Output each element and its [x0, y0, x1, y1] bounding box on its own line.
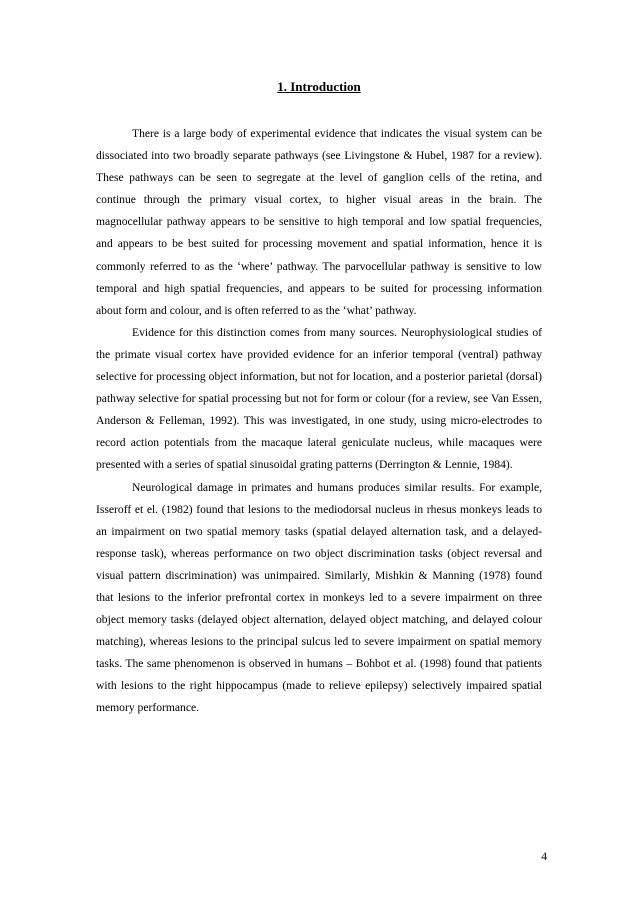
page-number: 4 [541, 850, 547, 863]
paragraph-evidence: Evidence for this distinction comes from many sources. Neurophysiological studies of the primate visual cortex have provided evidence for an inferior temporal (ventral) pathway selective for processing object information, but not for location, and a posterior parietal (dorsal) pathway selective for spatial processing but not for form or colour (for a review, see Van Essen, Anderson & Felleman, 1992). This was investigated, in one study, using micro-electrodes to record action potentials from the macaque lateral geniculate nucleus, while macaques were presented with a series of spatial sinusoidal grating patterns (Derrington & Lennie, 1984). [96, 325, 542, 472]
body-text [96, 123, 542, 720]
paragraph-neurological-damage: Neurological damage in primates and humans produces similar results. For example, Isseroff et el. (1982) found that lesions to the mediodorsal nucleus in rhesus monkeys leads to an impairment on two spatial memory tasks (spatial delayed alternation task, and a delayed-response task), whereas performance on two object discrimination tasks (object reversal and visual pattern discrimination) was unimpaired. Similarly, Mishkin & Manning (1978) found that lesions to the inferior prefrontal cortex in monkeys led to a severe impairment on three object memory tasks (delayed object alternation, delayed object matching, and delayed colour matching), whereas lesions to the principal sulcus led to severe impairment on spatial memory tasks. The same phenomenon is observed in humans – Bohbot et al. (1998) found that patients with lesions to the right hippocampus (made to relieve epilepsy) selectively impaired spatial memory performance. [96, 480, 542, 715]
paragraph-visual-pathways: There is a large body of experimental evidence that indicates the visual system can be dissociated into two broadly separate pathways (see Livingstone & Hubel, 1987 for a review). These pathways can be seen to segregate at the level of ganglion cells of the retina, and continue through the primary visual cortex, to higher visual areas in the brain. The magnocellular pathway appears to be sensitive to high temporal and low spatial frequencies, and appears to be best suited for processing movement and spatial information, hence it is commonly referred to as the ‘where’ pathway. The parvocellular pathway is sensitive to low temporal and high spatial frequencies, and appears to be suited for processing information about form and colour, and is often referred to as the ‘what’ pathway. [96, 127, 542, 317]
section-heading: 1. Introduction [277, 79, 361, 94]
